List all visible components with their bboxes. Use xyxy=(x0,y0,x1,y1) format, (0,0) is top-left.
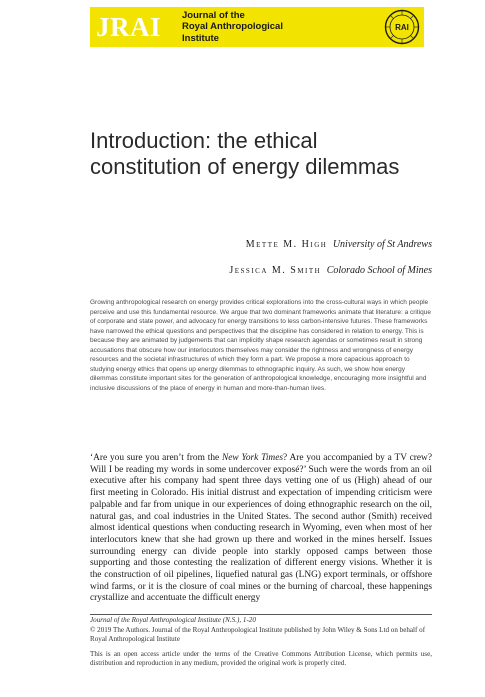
author-line-2 xyxy=(229,265,432,276)
footer-divider xyxy=(90,614,432,615)
author-affiliation: University of St Andrews xyxy=(332,239,432,250)
license-notice: This is an open access article under the terms of the Creative Commons Attribution License, which permits use, distribution and reproduction in any medium, provided the original work is properly cited. xyxy=(90,649,432,668)
journal-name xyxy=(182,10,384,45)
journal-name-line-3: Institute xyxy=(182,32,219,44)
seal-label: RAI xyxy=(395,23,409,32)
body-text-rest: ? Are you accompanied by a TV crew? Will I be reading my words in some undercover exposé?’ Such were the words from an oil executive after his company had spent three days vetting one of us (High) ahead of our first meeting in Colorado. His initial distrust and expectation of impending criticism were palpable and far from unique in our experiences of doing ethnographic research on the oil, natural gas, and coal industries in the United States. The second author (Smith) received almost identical questions when conducting research in Wyoming, even when most of her interlocutors knew that she had grown up there and worked in the mines herself. Issues surrounding energy can divide people into starkly opposed camps between those supporting and those contesting the realization of different energy visions. Whether it is the construction of oil pipelines, liquefied natural gas (LNG) export terminals, or offshore wind farms, or it is the closure of coal mines or the burning of charcoal, these happenings crystallize and accentuate the difficult energy xyxy=(90,453,432,604)
body-paragraph xyxy=(90,453,432,613)
abstract: Growing anthropological research on energy provides critical explorations into the cross-cultural ways in which people perceive and use this fundamental resource. We argue that two dominant frameworks animate that literature: a critique of corporate and state power, and advocacy for energy transitions to less carbon-intensive futures. These frameworks have narrowed the ethical questions and perspectives that the discipline has considered in relation to energy. This is because they are animated by judgements that can implicitly shape research agendas or sometimes result in strong accusations that obscure how our interlocutors themselves may consider the rightness and wrongness of energy resources and the societal infrastructures of which they form a part. We propose a more capacious approach to studying energy ethics that opens up energy dilemmas to ethnographic inquiry. As such, we show how energy dilemmas constitute important sites for the generation of anthropological knowledge, encouraging more insightful and inclusive discussions of the place of energy in human and more-than-human lives. xyxy=(90,299,431,392)
journal-name-line-2: Royal Anthropological xyxy=(182,21,283,33)
body-text-italic: New York Times xyxy=(221,453,284,463)
body-text-start: ‘Are you sure you aren’t from the xyxy=(90,453,222,463)
copyright-notice: © 2019 The Authors. Journal of the Royal Anthropological Institute published by John Wiley & Sons Ltd on behalf of Royal Anthropological Institute xyxy=(90,625,426,644)
journal-citation: Journal of the Royal Anthropological Institute (N.S.), 1-20 xyxy=(90,616,256,624)
journal-abbreviation: JRAI xyxy=(96,11,162,42)
page-footer xyxy=(90,616,432,669)
author-line-1 xyxy=(246,239,432,250)
author-name: Mette M. High xyxy=(245,239,328,250)
journal-logo-banner xyxy=(90,7,424,47)
rai-seal-icon xyxy=(384,9,420,45)
journal-name-line-1: Journal of the xyxy=(182,9,245,21)
author-name: Jessica M. Smith xyxy=(229,265,322,276)
article-title: Introduction: the ethical constitution of energy dilemmas xyxy=(90,128,400,179)
author-affiliation: Colorado School of Mines xyxy=(326,265,432,276)
